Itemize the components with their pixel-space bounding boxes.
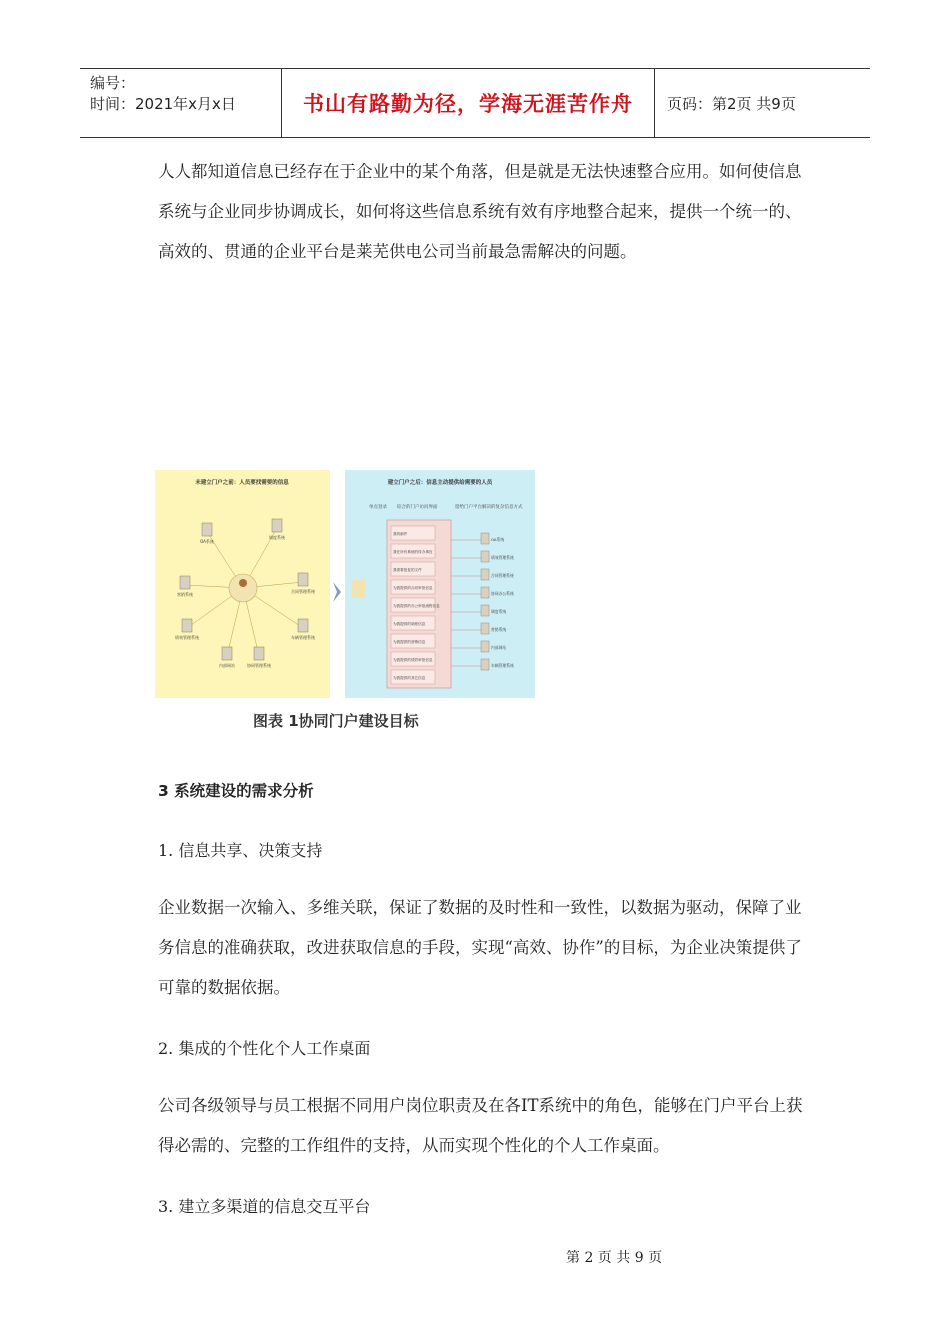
page-header xyxy=(80,68,870,138)
server-icon xyxy=(182,619,192,632)
server-icon xyxy=(254,647,264,660)
subsection-1-body: 企业数据一次输入、多维关联，保证了数据的及时性和一致性，以数据为驱动，保障了业务信息的准确获取，改进获取信息的手段，实现“高效、协作”的目标，为企业决策提供了可靠的数据依据。 xyxy=(158,898,802,997)
portal-item-label: 为我提供的营销信息 xyxy=(393,640,426,644)
page-footer: 第 2 页 共 9 页 xyxy=(566,1250,663,1266)
server-icon xyxy=(481,605,489,616)
system-label: 车辆管理系统 xyxy=(491,663,514,668)
left-panel-title: 未建立门户之前：人员要找需要的信息 xyxy=(195,480,289,486)
portal-item-label: 为我提供的办公审批流程信息 xyxy=(393,604,440,608)
system-label: 营销系统 xyxy=(491,627,507,632)
system-label: 合同管理系统 xyxy=(491,573,514,578)
server-icon xyxy=(222,647,232,660)
server-icon xyxy=(481,533,489,544)
server-icon xyxy=(298,619,308,632)
user-icon xyxy=(351,580,365,598)
intro-paragraph: 人人都知道信息已经存在于企业中的某个角落，但是就是无法快速整合应用。如何使信息系统与企业同步协调成长，如何将这些信息系统有效有序地整合起来，提供一个统一的、高效的、贯通的企业平台是莱芜供电公司当前最急需解决的问题。 xyxy=(158,162,802,261)
system-label: 调度系统 xyxy=(269,535,285,540)
server-icon xyxy=(481,569,489,580)
server-icon xyxy=(481,551,489,562)
subsection-3-heading: 3. 建立多渠道的信息交互平台 xyxy=(158,1197,371,1216)
header-motto: 书山有路勤为径，学海无涯苦作舟 xyxy=(282,69,655,137)
system-label: 内部网站 xyxy=(219,663,235,668)
system-label: 绩效管理系统 xyxy=(491,555,514,560)
server-icon xyxy=(298,573,308,586)
portal-item-label: 我在所有系统的待办事宜 xyxy=(393,550,433,554)
complex-info-label: 留给门户平台解决的复杂信息方式 xyxy=(455,505,523,510)
portal-item-label: 我需要批复的文件 xyxy=(393,568,422,572)
subsection-1-heading: 1. 信息共享、决策支持 xyxy=(158,841,323,860)
system-label: OA系统 xyxy=(200,539,214,544)
system-label: 绩效管理系统 xyxy=(175,635,199,640)
system-label: OA系统 xyxy=(491,537,505,542)
subsection-2-body: 公司各级领导与员工根据不同用户岗位职责及在各IT系统中的角色，能够在门户平台上获得必需的、完整的工作组件的支持，从而实现个性化的个人工作桌面。 xyxy=(158,1096,803,1155)
person-icon xyxy=(229,574,257,602)
server-icon xyxy=(180,576,190,589)
document-number-label: 编号： xyxy=(90,74,136,92)
server-icon xyxy=(272,519,282,532)
server-icon xyxy=(481,659,489,670)
server-icon xyxy=(481,641,489,652)
single-signon-label: 单点登录 xyxy=(369,505,387,510)
portal-item-label: 为我提供的绩效审批信息 xyxy=(393,658,433,662)
arrow-right-icon xyxy=(333,582,341,602)
portal-item-label: 为我提供的合同审批信息 xyxy=(393,586,433,590)
portal-item-label: 为我提供的调度信息 xyxy=(393,622,426,626)
system-label: 内部网站 xyxy=(491,645,507,650)
system-label: 协同管理系统 xyxy=(247,663,271,668)
portal-ui-label: 综合的门户访问界面 xyxy=(397,505,438,510)
server-icon xyxy=(481,623,489,634)
system-label: 调度系统 xyxy=(491,609,507,614)
server-icon xyxy=(202,523,212,536)
portal-diagram xyxy=(155,470,535,698)
header-page-info: 页码：第2页 共9页 xyxy=(667,94,796,113)
server-icon xyxy=(481,587,489,598)
right-panel-title: 建立门户之后：信息主动提供给需要的人员 xyxy=(387,480,493,486)
figure-caption: 图表 1协同门户建设目标 xyxy=(253,712,419,730)
portal-item-label: 我的邮件 xyxy=(393,532,408,536)
header-meta xyxy=(80,69,282,137)
section-3-heading: 3 系统建设的需求分析 xyxy=(158,782,314,800)
system-label: 车辆管理系统 xyxy=(291,635,315,640)
portal-item-label: 为我提供的其它信息 xyxy=(393,676,426,680)
subsection-2-heading: 2. 集成的个性化个人工作桌面 xyxy=(158,1039,371,1058)
system-label: 合同管理系统 xyxy=(291,589,315,594)
system-label: 协同办公系统 xyxy=(491,591,514,596)
document-time-label: 时间：2021年x月x日 xyxy=(90,95,236,113)
system-label: 营销系统 xyxy=(177,592,193,597)
person-head-icon xyxy=(239,579,247,587)
